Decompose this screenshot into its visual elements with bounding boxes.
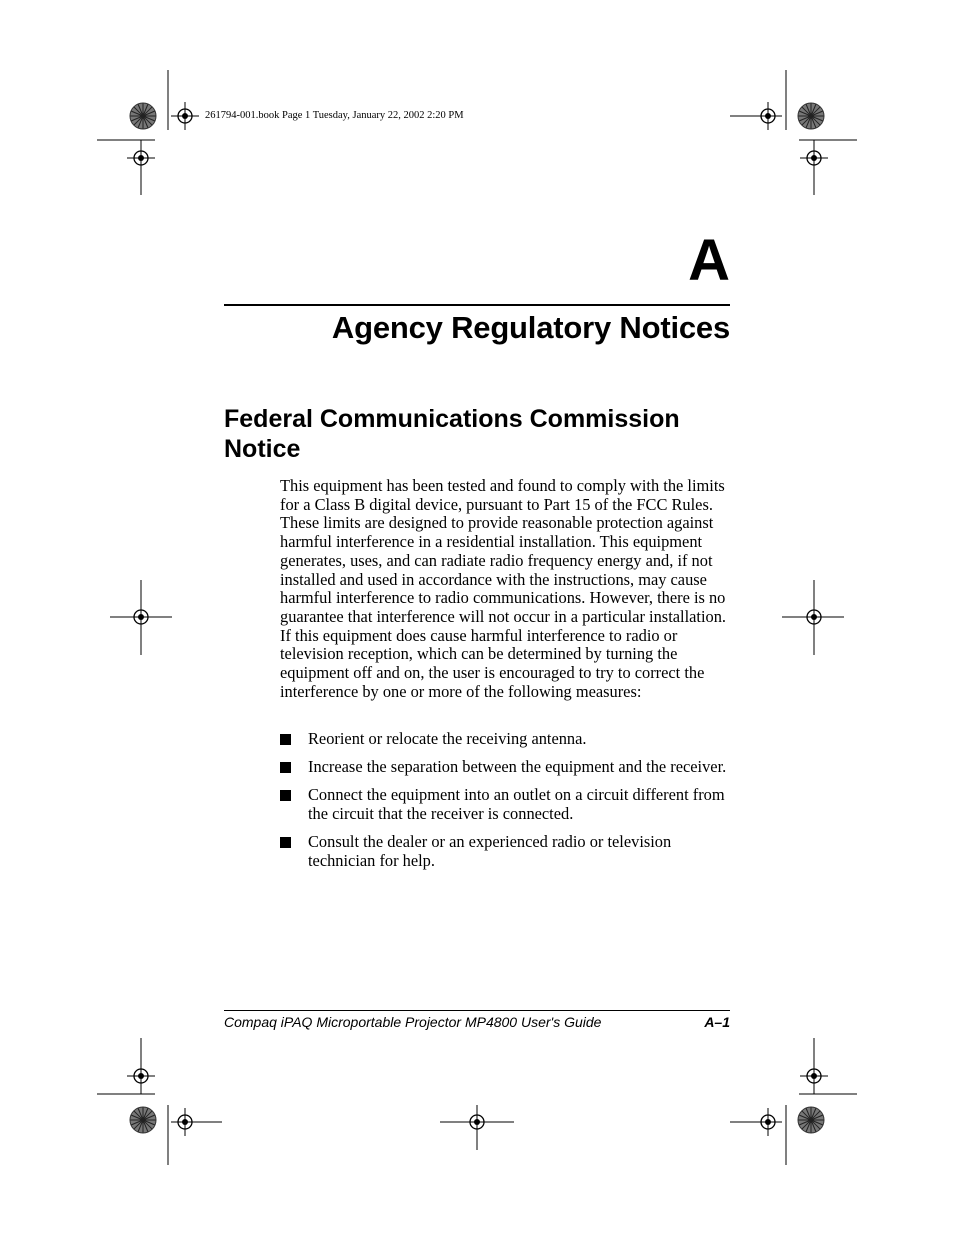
chapter-title: Agency Regulatory Notices xyxy=(331,310,730,345)
footer-page-number: A–1 xyxy=(704,1014,730,1030)
footer-rule xyxy=(224,1010,730,1011)
book-info-header: 261794-001.book Page 1 Tuesday, January 22, 2002 2:20 PM xyxy=(205,110,464,121)
list-item-text: Connect the equipment into an outlet on a circuit different from the circuit that the receiver is connected. xyxy=(308,785,725,824)
registration-mark-icon xyxy=(171,102,199,130)
list-item-text: Reorient or relocate the receiving antenna. xyxy=(308,729,587,748)
square-bullet-icon xyxy=(280,734,291,745)
chapter-rule xyxy=(224,304,730,306)
body-paragraph: This equipment has been tested and found to comply with the limits for a Class B digital device, pursuant to Part 15 of the FCC Rules. These limits are designed to provide reasonable protection against harmful interference in a residential installation. This equipment generates, uses, and can radiate radio frequency energy and, if not installed and used in accordance with the instructions, may cause harmful interference to radio communications. However, there is no guarantee that interference will not occur in a particular installation. If this equipment does cause harmful interference to radio or television reception, which can be determined by turning the equipment off and on, the user is encouraged to try to correct the interference by one or more of the following measures: xyxy=(280,476,726,701)
measures-list xyxy=(280,730,730,880)
footer-guide-title: Compaq iPAQ Microportable Projector MP4800 User's Guide xyxy=(224,1014,602,1030)
list-item xyxy=(280,758,730,777)
color-target-icon xyxy=(130,103,156,129)
color-target-icon xyxy=(798,1107,824,1133)
list-item xyxy=(280,786,730,823)
color-target-icon xyxy=(130,1107,156,1133)
square-bullet-icon xyxy=(280,762,291,773)
color-target-icon xyxy=(798,103,824,129)
list-item xyxy=(280,833,730,870)
section-title: Federal Communications Commission Notice xyxy=(224,405,680,463)
list-item-text: Consult the dealer or an experienced radio or television technician for help. xyxy=(308,832,672,871)
chapter-letter: A xyxy=(688,228,730,293)
list-item xyxy=(280,730,730,749)
square-bullet-icon xyxy=(280,790,291,801)
square-bullet-icon xyxy=(280,837,291,848)
list-item-text: Increase the separation between the equipment and the receiver. xyxy=(308,757,727,777)
